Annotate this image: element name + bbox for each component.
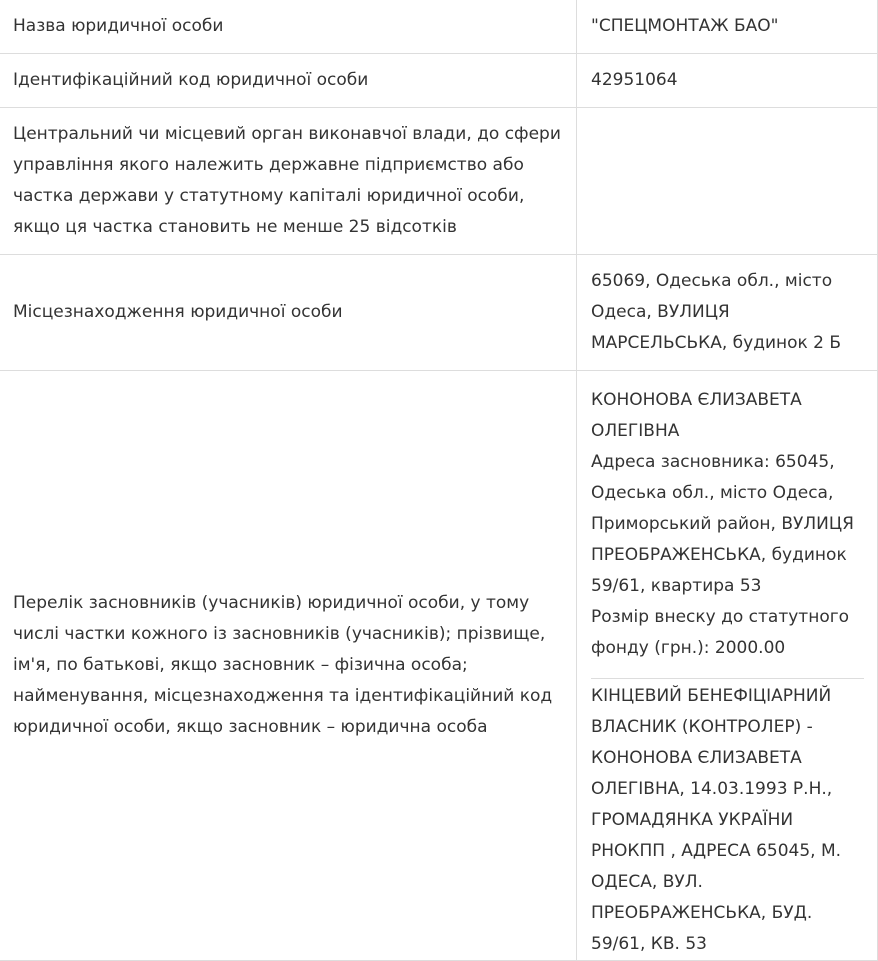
table-row-code (0, 54, 878, 108)
governing-authority-value (577, 108, 878, 255)
table-row-location (0, 255, 878, 371)
table-row-name (0, 0, 878, 54)
founder-block (591, 385, 864, 678)
founder-name: КОНОНОВА ЄЛИЗАВЕТА ОЛЕГІВНА (591, 390, 802, 441)
location-value: 65069, Одеська обл., місто Одеса, ВУЛИЦЯ МАРСЕЛЬСЬКА, будинок 2 Б (577, 255, 878, 371)
founders-value (577, 371, 878, 961)
location-label: Місцезнаходження юридичної особи (0, 255, 577, 371)
founders-label: Перелік засновників (учасників) юридичної особи, у тому числі частки кожного із засновників (учасників); прізвище, ім'я, по батькові, якщо засновник – фізична особа; найменування, місцезнаходження та ідентифікаційний код юридичної особи, якщо засновник – юридична особа (0, 371, 577, 961)
entity-name-label: Назва юридичної особи (0, 0, 577, 54)
beneficiary-text: КІНЦЕВИЙ БЕНЕФІЦІАРНИЙ ВЛАСНИК (КОНТРОЛЕР) - КОНОНОВА ЄЛИЗАВЕТА ОЛЕГІВНА, 14.03.1993 Р.Н., ГРОМАДЯНКА УКРАЇНИ РНОКПП , АДРЕСА 65045, М. ОДЕСА, ВУЛ. ПРЕОБРАЖЕНСЬКА, БУД. 59/61, КВ. 53 (591, 686, 842, 954)
founder-contribution: Розмір внеску до статутного фонду (грн.): 2000.00 (591, 607, 850, 658)
founder-address: Адреса засновника: 65045, Одеська обл., місто Одеса, Приморський район, ВУЛИЦЯ ПРЕОБРАЖЕНСЬКА, будинок 59/61, квартира 53 (591, 452, 854, 596)
table-row-authority (0, 108, 878, 255)
entity-code-value: 42951064 (577, 54, 878, 108)
table-row-founders (0, 371, 878, 961)
beneficiary-block (591, 678, 864, 960)
governing-authority-label: Центральний чи місцевий орган виконавчої влади, до сфери управління якого належить державне підприємство або частка держави у статутному капіталі юридичної особи, якщо ця частка становить не менше 25 відсотків (0, 108, 577, 255)
entity-name-value: "СПЕЦМОНТАЖ БАО" (577, 0, 878, 54)
entity-code-label: Ідентифікаційний код юридичної особи (0, 54, 577, 108)
